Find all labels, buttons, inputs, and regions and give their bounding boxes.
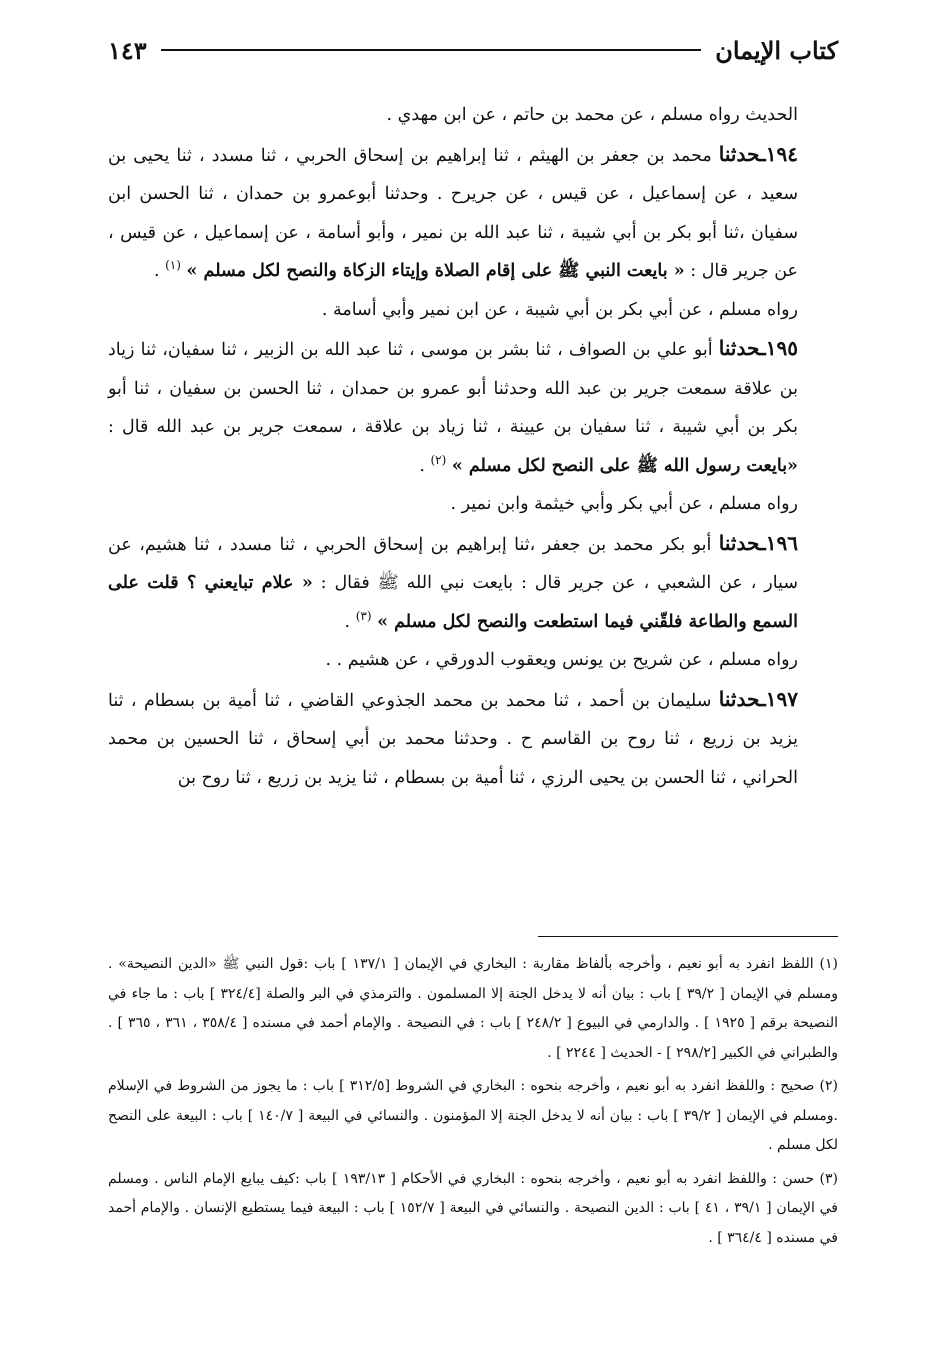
footnote-ref[interactable]: (٣) [355,608,372,623]
hadith-number: ١٩٥ [765,336,798,360]
footnote-2 [108,1072,838,1161]
sentence-end: . [344,611,356,632]
hadith-196-source: رواه مسلم ، عن شريح بن يونس ويعقوب الدورقي ، عن هشيم . . [325,650,798,670]
paragraph-193-tail: الحديث رواه مسلم ، عن محمد بن حاتم ، عن ابن مهدي . [386,105,798,125]
hadith-matn: « بايعت النبي ﷺ على إقام الصلاة وإيتاء الزكاة والنصح لكل مسلم » [186,261,685,281]
footnote-text: اللفظ انفرد به أبو نعيم ، وأخرجه بألفاظ مقاربة : البخاري في الإيمان [ ١٣٧/١ ] باب :قول النبي ﷺ «الدين النصيحة» . ومسلم في الإيمان [ ٣٩/٢ ] باب : بيان أنه لا يدخل الجنة إلا المسلمون . والترمذي في البر والصلة [٣٢٤/٤ ] باب : ما جاء في النصيحة برقم [ ١٩٢٥ ] . والدارمي في البيوع [ ٢٤٨/٢ ] باب : في النصيحة . والإمام أحمد في مسنده [ ٣٥٨/٤ ، ٣٦١ ، ٣٦٥ ] . والطبراني في الكبير [٢٩٨/٢ ] - الحديث [ ٢٢٤٤ ] . [108,956,839,1061]
hadith-195-source: رواه مسلم ، عن أبي بكر وأبي خيثمة وابن نمير . [450,494,798,514]
hadith-number: ١٩٦ [765,530,798,555]
haddathana-label: ـحدثنا [718,530,766,555]
footnote-number: (٢) [819,1078,838,1094]
footnote-ref[interactable]: (١) [165,258,181,273]
running-header [108,30,838,70]
chapter-title: كتاب الإيمان [715,35,838,65]
haddathana-label: ـحدثنا [718,336,766,360]
sentence-end: . [419,455,431,476]
hadith-matn: «بايعت رسول الله ﷺ على النصح لكل مسلم » [451,455,798,476]
footnote-number: (٣) [819,1170,839,1187]
footnote-ref[interactable]: (٢) [430,452,447,467]
hadith-matn: « علام تبايعني ؟ قلت على السمع والطاعة فلقّني فيما استطعت والنصح لكل مسلم » [108,573,798,632]
hadith-197 [108,680,838,798]
footnote-separator [538,936,838,937]
hadith-isnad: أبو علي بن الصواف ، ثنا بشر بن موسى ، ثنا عبد الله بن الزبير ، ثنا سفيان، ثنا زياد بن علاقة سمعت جرير بن عبد الله وحدثنا أبو عمرو بن حمدان ، ثنا الحسن بن سفيان ، ثنا أبو بكر بن أبي شيبة ، ثنا سفيان بن عيينة ، ثنا زياد بن علاقة ، سمعت جرير بن عبد الله قال : [108,340,798,437]
hadith-isnad: محمد بن جعفر بن الهيثم ، ثنا إبراهيم بن إسحاق الحربي ، ثنا مسدد ، ثنا يحيى بن سعيد ، عن إسماعيل ، عن قيس ، عن جريرح . وحدثنا أبوعمرو بن حمدان ، ثنا الحسن ابن سفيان ،ثنا أبو بكر بن أبي شيبة ، ثنا عبد الله بن نمير ، وأبو أسامة ، عن إسماعيل ، عن قيس ، عن جرير قال : [108,145,798,281]
hadith-196 [108,524,838,642]
footnote-number: (١) [819,956,838,972]
footnote-text: حسن : واللفظ انفرد به أبو نعيم ، وأخرجه بنحوه : البخاري في الأحكام [ ١٩٣/١٣ ] باب :كيف يبايع الإمام الناس . ومسلم في الإيمان [ ٣٩/١ ، ٤١ ] باب : الدين النصيحة . والنسائي في البيعة [ ١٥٢/٧ ] باب : البيعة فيما يستطيع الإنسان . والإمام أحمد في مسنده [ ٣٦٤/٤ ] . [108,1170,839,1246]
hadith-isnad: سليمان بن أحمد ، ثنا محمد بن محمد الجذوعي القاضي ، ثنا أمية بن بسطام ، ثنا يزيد بن زريع ، ثنا روح بن القاسم ح . وحدثنا محمد بن أبي إسحاق ، ثنا الحسين بن محمد الحراني ، ثنا الحسن بن يحيى الرزي ، ثنا أمية بن بسطام ، ثنا يزيد بن زريع ، ثنا روح بن [108,690,798,788]
header-rule [161,49,702,51]
page-number: ١٤٣ [108,35,147,65]
footnote-1 [108,950,838,1068]
footnote-3 [108,1165,838,1254]
hadith-194-source: رواه مسلم ، عن أبي بكر بن أبي شيبة ، عن ابن نمير وأبي أسامة . [321,299,798,320]
footnotes [108,950,838,1257]
main-text [108,96,838,797]
hadith-195 [108,329,838,485]
sentence-end: . [153,261,166,281]
haddathana-label: ـحدثنا [718,686,766,711]
hadith-isnad: أبو بكر محمد بن جعفر ،ثنا إبراهيم بن إسحاق الحربي ، ثنا مسدد ، ثنا هشيم، عن سيار ، عن الشعبي ، عن جرير قال : بايعت نبي الله ﷺ فقال : [108,534,798,593]
hadith-number: ١٩٤ [765,141,798,166]
haddathana-label: ـحدثنا [718,141,766,166]
footnote-text: صحيح : واللفظ انفرد به أبو نعيم ، وأخرجه بنحوه : البخاري في الشروط [٣١٢/٥ ] باب : ما يجوز من الشروط في الإسلام .ومسلم في الإيمان [ ٣٩/٢ ] باب : بيان أنه لا يدخل الجنة إلا المؤمنون . والنسائي في البيعة [ ١٤٠/٧ ] باب : البيعة على النصح لكل مسلم . [108,1078,838,1153]
hadith-194 [108,135,838,291]
hadith-number: ١٩٧ [765,686,798,711]
